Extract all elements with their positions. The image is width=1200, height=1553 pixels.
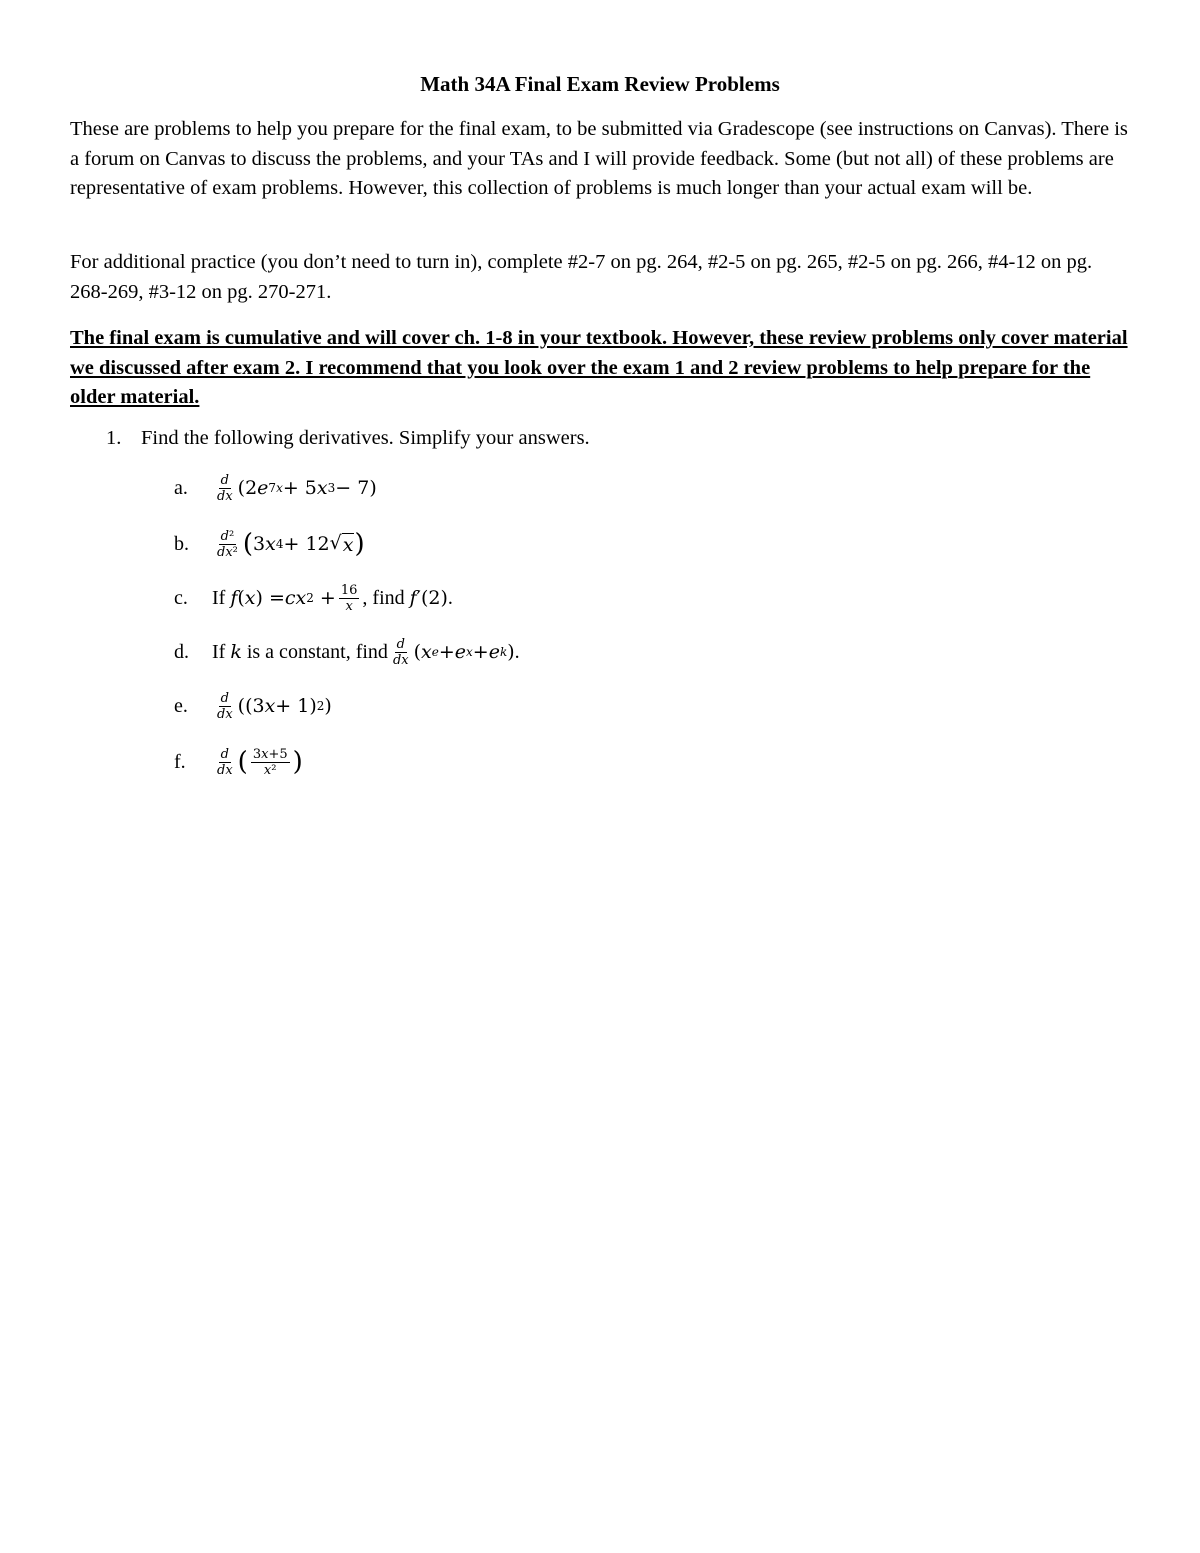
part-label: b. — [174, 532, 189, 555]
part-a — [174, 464, 377, 512]
math-expression: $\frac{d}{dx}$ ((3 x + 1) 2 ) — [217, 690, 332, 722]
intro-paragraph: These are problems to help you prepare for the final exam, to be submitted via Gradescope (see instructions on Canvas). There is a forum on Canvas to discuss the problems, and your TAs and I will provide feedback. Some (but not all) of these problems are representative of exam problems. However, this collection of problems is much longer than your actual exam will be. — [70, 118, 1128, 199]
math-expression: $\frac{d}{dx}$ (2 e 7x + 5 x 3 − 7) — [217, 472, 377, 504]
document-title: Math 34A Final Exam Review Problems — [420, 72, 780, 96]
practice-paragraph: For additional practice (you don’t need to turn in), complete #2-7 on pg. 264, #2-5 on pg. 265, #2-5 on pg. 266, #4-12 on pg. 268-269, #3-12 on pg. 270-271. — [70, 251, 1093, 303]
math-expression: f ( x ) = cx 2 + $\frac{16}{x}$ — [230, 582, 358, 614]
part-f — [174, 738, 303, 786]
math-expression: $\frac{d}{dx}$ ( x e + e x + e k ) — [392, 636, 515, 668]
part-d: d. If k is a constant, find $\frac{d}{dx}$ ( x e + e x + e k ) . — [174, 636, 520, 668]
question-prompt: Find the following derivatives. Simplify your answers. — [141, 427, 590, 449]
part-e — [174, 682, 332, 730]
math-expression: $\frac{\text{d²}}{\text{dx²}}$ ( 3 x 4 + 12 √ x ) — [217, 528, 365, 560]
part-label: e. — [174, 694, 188, 717]
part-label: a. — [174, 476, 188, 499]
question-number: 1. — [106, 427, 122, 449]
part-b — [174, 520, 365, 568]
math-expression: $\frac{d}{dx}$ ( $\frac{3x+5}{\text{x²}}$ ) — [217, 746, 303, 778]
part-label: d. — [174, 640, 189, 663]
part-c: c. If f ( x ) = cx 2 + $\frac{16}{x}$ , find f ′(2) . — [174, 582, 453, 614]
part-label: c. — [174, 586, 188, 609]
part-label: f. — [174, 750, 186, 773]
exam-notice: The final exam is cumulative and will cover ch. 1-8 in your textbook. However, these review problems only cover material we discussed after exam 2. I recommend that you look over the exam 1 and 2 review problems to help prepare for the older material. — [70, 327, 1128, 408]
